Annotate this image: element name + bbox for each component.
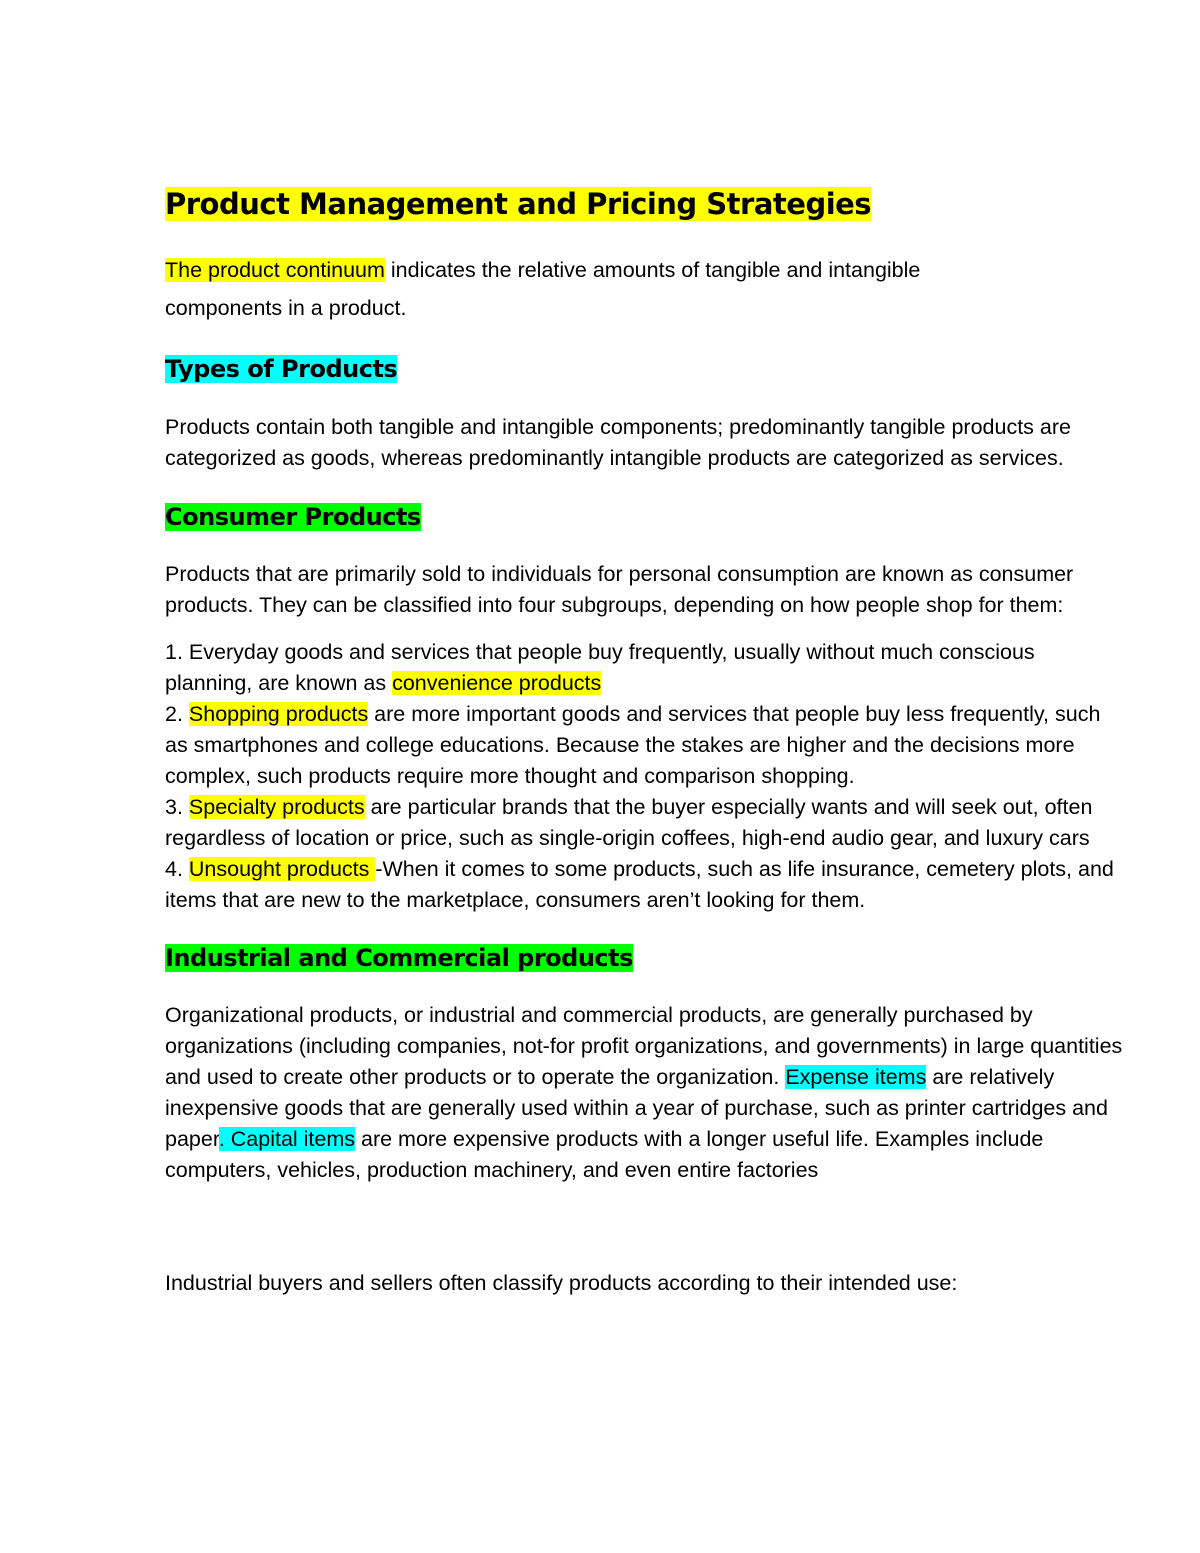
continuum-text-line2: components in a product.	[165, 296, 407, 320]
closing-paragraph: Industrial buyers and sellers often classify products according to their intended use:	[165, 1271, 958, 1295]
document-content	[165, 182, 1125, 1299]
list-item: 1. Everyday goods and services that people buy frequently, usually without much conscious planning, are known as convenience products	[165, 640, 1035, 695]
consumer-list	[165, 637, 1125, 916]
document-title	[165, 182, 1125, 226]
capital-items-term: . Capital items	[218, 1127, 356, 1151]
convenience-products-term: convenience products	[392, 671, 602, 695]
industrial-heading	[165, 938, 1125, 978]
consumer-intro: Products that are primarily sold to individuals for personal consumption are known as consumer products. They can be classified into four subgroups, depending on how people shop for them:	[165, 562, 1074, 617]
title-text: Product Management and Pricing Strategies	[165, 187, 872, 221]
expense-items-term: Expense items	[785, 1065, 927, 1089]
specialty-products-term: Specialty products	[188, 795, 365, 819]
industrial-paragraph: Organizational products, or industrial and commercial products, are generally purchased by organizations (including companies, not-for profit organizations, and governments) in large quantities and used to create other products or to operate the organization. Expense items are relatively inexpensive goods that are generally used within a year of purchase, such as printer cartridges and paper. Capital items are more expensive products with a longer useful life. Examples include computers, vehicles, production machinery, and even entire factories	[165, 1003, 1123, 1182]
list-item: 2. Shopping products are more important goods and services that people buy less frequently, such as smartphones and college educations. Because the stakes are higher and the decisions more complex, such products require more thought and comparison shopping.	[165, 702, 1101, 788]
shopping-products-term: Shopping products	[188, 702, 369, 726]
continuum-text: indicates the relative amounts of tangible and intangible	[384, 258, 921, 282]
list-item: 4. Unsought products -When it comes to some products, such as life insurance, cemetery plots, and items that are new to the marketplace, consumers aren’t looking for them.	[165, 857, 1114, 912]
types-heading-text: Types of Products	[165, 355, 398, 383]
continuum-paragraph	[165, 251, 1125, 327]
types-heading	[165, 349, 1125, 389]
continuum-term: The product continuum	[165, 258, 385, 282]
unsought-products-term: Unsought products	[188, 857, 376, 881]
types-paragraph: Products contain both tangible and intangible components; predominantly tangible products are categorized as goods, whereas predominantly intangible products are categorized as services.	[165, 415, 1071, 470]
industrial-heading-text: Industrial and Commercial products	[165, 944, 633, 972]
consumer-heading-text: Consumer Products	[165, 503, 421, 531]
list-item: 3. Specialty products are particular brands that the buyer especially wants and will seek out, often regardless of location or price, such as single-origin coffees, high-end audio gear, and luxury cars	[165, 795, 1093, 850]
consumer-heading	[165, 497, 1125, 537]
